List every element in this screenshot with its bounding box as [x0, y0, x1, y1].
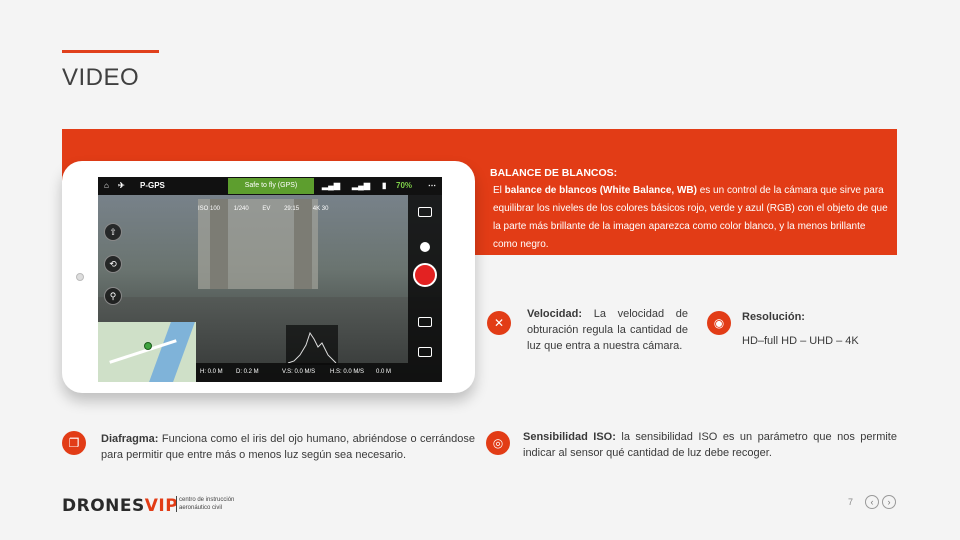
resolucion-text: HD–full HD – UHD – 4K — [742, 335, 859, 347]
ev-value: EV — [262, 206, 271, 212]
hd-signal-icon: ▂▄▆ — [352, 181, 370, 190]
dronesvip-logo: DRONESVIP — [62, 496, 179, 516]
record-time: 29:15 — [284, 206, 300, 212]
white-balance-block — [490, 164, 890, 254]
takeoff-icon[interactable]: ⇧ — [104, 223, 122, 241]
velocidad-text: Velocidad: La velocidad de obturación regula la cantidad de luz que entra a nuestra cámara. — [527, 308, 688, 352]
home-icon: ⌂ — [104, 181, 109, 190]
record-button[interactable] — [413, 263, 437, 287]
camera-icon: ◉ — [707, 311, 731, 335]
iso-text: Sensibilidad ISO: la sensibilidad ISO es un parámetro que nos permite indicar al sensor qué cantidad de luz debe recoger. — [523, 431, 897, 459]
lifebuoy-icon: ◎ — [486, 431, 510, 455]
battery-icon: ▮ — [382, 181, 387, 190]
iso-value: ISO 100 — [198, 206, 221, 212]
diafragma-label: Diafragma: — [101, 433, 159, 445]
prev-slide-button[interactable]: ‹ — [865, 495, 879, 509]
drone-icon: ✈ — [118, 181, 125, 190]
battery-level: 70% — [396, 181, 413, 190]
logo-subtitle: centro de instrucción aeronáutico civil — [176, 496, 234, 512]
telemetry-alt: 0.0 M — [376, 369, 392, 375]
camera-params — [198, 206, 340, 212]
app-status-bar — [98, 177, 442, 195]
drone-location-icon — [144, 342, 152, 350]
histogram — [286, 325, 338, 365]
telemetry-vs: V.S: 0.0 M/S — [282, 369, 316, 375]
white-balance-text: El balance de blancos (White Balance, WB) es un control de la cámara que sirve para equilibrar los niveles de los colores básicos rojo, verde y azul (RGB) con el objeto de que la parte más brillante de la imagen aparezca como color blanco, y la menos brillante como negro. — [493, 185, 888, 250]
settings-sliders-icon[interactable] — [418, 347, 432, 357]
safe-to-fly-status: Safe to fly (GPS) — [228, 178, 314, 194]
tablet-image — [62, 161, 475, 393]
signal-icon: ▂▄▆ — [322, 181, 340, 190]
tablet-camera — [76, 273, 84, 281]
page-number: 7 — [848, 497, 854, 507]
title-accent-line — [62, 50, 159, 53]
telemetry-d: D: 0.2 M — [236, 369, 259, 375]
next-slide-button[interactable]: › — [882, 495, 896, 509]
slide-title: VIDEO — [62, 64, 140, 91]
shutter-value: 1/240 — [233, 206, 249, 212]
camera-controls — [408, 195, 442, 382]
map-pin-icon[interactable]: ⚲ — [104, 287, 122, 305]
mini-map[interactable] — [98, 322, 196, 382]
white-balance-heading: BALANCE DE BLANCOS: — [490, 167, 618, 179]
playback-icon[interactable] — [418, 317, 432, 327]
iso-label: Sensibilidad ISO: — [523, 431, 616, 443]
resolucion-label: Resolución: — [742, 311, 805, 323]
telemetry-hs: H.S: 0.0 M/S — [330, 369, 365, 375]
menu-icon: ⋯ — [428, 181, 436, 190]
flight-mode: P-GPS — [140, 181, 165, 190]
telemetry-h: H: 0.0 M — [200, 369, 223, 375]
camera-settings-icon[interactable] — [418, 207, 432, 217]
white-balance-term: balance de blancos (White Balance, WB) — [504, 185, 697, 196]
telemetry-bar — [196, 363, 408, 382]
diafragma-text: Diafragma: Funciona como el iris del ojo humano, abriéndose o cerrándose para permitir que entre más o menos luz según sea necesario. — [101, 433, 475, 461]
velocidad-label: Velocidad: — [527, 308, 583, 320]
tools-icon: ✕ — [487, 311, 511, 335]
video-resolution: 4K 30 — [312, 206, 329, 212]
copy-icon: ❐ — [62, 431, 86, 455]
drone-app-screen — [98, 177, 442, 382]
return-home-icon[interactable]: ⟲ — [104, 255, 122, 273]
photo-video-toggle[interactable] — [420, 242, 430, 252]
resolucion-block — [742, 309, 902, 349]
